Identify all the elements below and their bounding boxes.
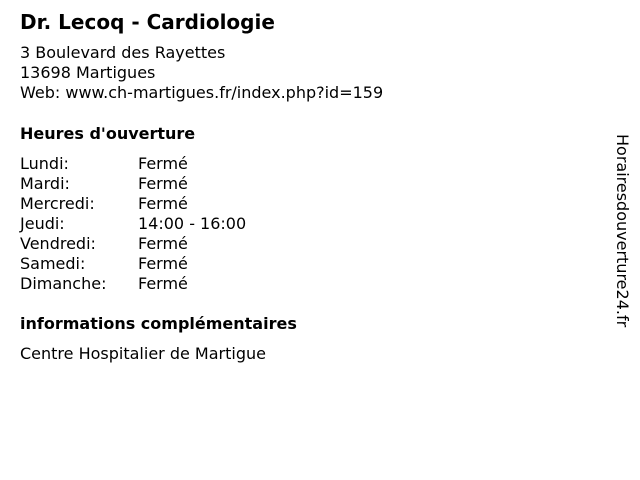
page-title: Dr. Lecoq - Cardiologie <box>20 10 275 34</box>
hours-value: Fermé <box>138 194 188 213</box>
day-label: Jeudi: <box>20 214 65 233</box>
hours-value: 14:00 - 16:00 <box>138 214 247 233</box>
hours-value: Fermé <box>138 274 188 293</box>
opening-hours-heading: Heures d'ouverture <box>20 124 196 143</box>
day-label: Mercredi: <box>20 194 95 213</box>
day-label: Vendredi: <box>20 234 96 253</box>
day-label: Lundi: <box>20 154 69 173</box>
hours-value: Fermé <box>138 154 188 173</box>
hours-value: Fermé <box>138 234 188 253</box>
website-link[interactable]: Web: www.ch-martigues.fr/index.php?id=159 <box>20 83 384 102</box>
watermark <box>612 134 632 344</box>
address-block <box>20 43 383 103</box>
day-label: Samedi: <box>20 254 86 273</box>
hours-value: Fermé <box>138 174 188 193</box>
additional-info-text: Centre Hospitalier de Martigue <box>20 344 266 363</box>
day-label: Dimanche: <box>20 274 107 293</box>
watermark-text: Horairesdouverture24.fr <box>613 134 632 328</box>
day-label: Mardi: <box>20 174 70 193</box>
hours-value: Fermé <box>138 254 188 273</box>
city-postal-code: 13698 Martigues <box>20 63 156 82</box>
additional-info-heading: informations complémentaires <box>20 314 297 333</box>
street-address: 3 Boulevard des Rayettes <box>20 43 226 62</box>
